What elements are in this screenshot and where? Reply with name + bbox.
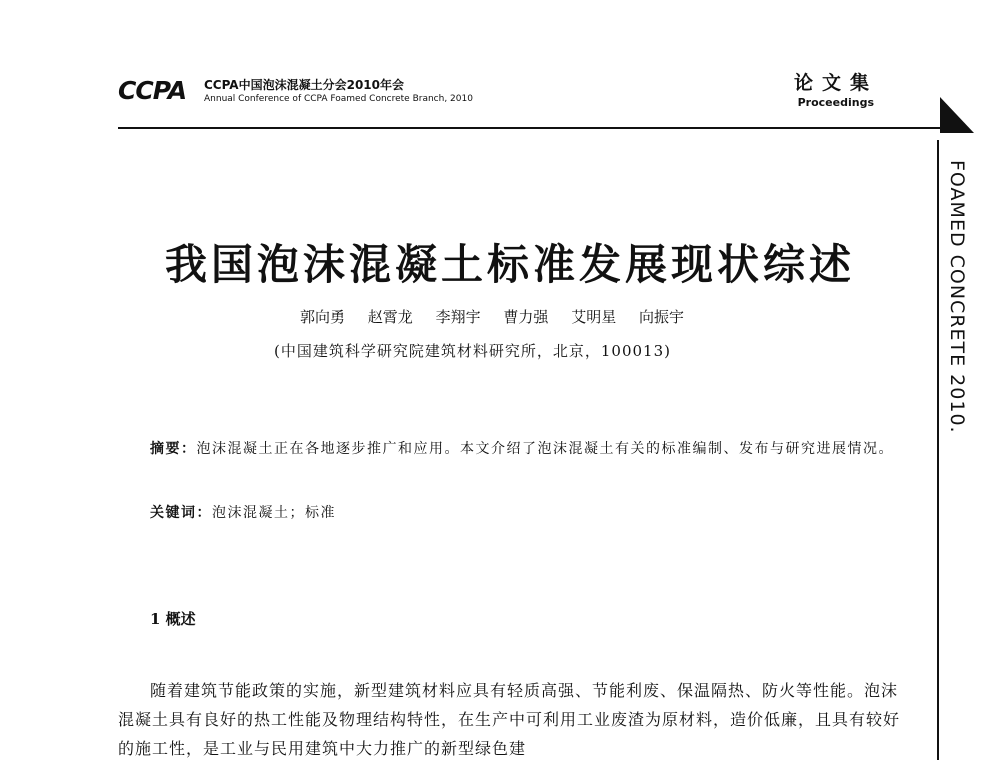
author-list [300, 306, 702, 327]
corner-triangle-marker [940, 97, 974, 133]
paper-title: 我国泡沫混凝土标准发展现状综述 [164, 240, 855, 289]
keywords [150, 502, 336, 522]
author-name: 李翔宇 [435, 308, 481, 326]
proceedings-title-en: Proceedings [797, 96, 874, 109]
author-name: 曹力强 [503, 308, 549, 326]
header-divider [118, 127, 940, 129]
affiliation: (中国建筑科学研究院建筑材料研究所，北京，100013) [274, 342, 671, 360]
section-body: 随着建筑节能政策的实施，新型建筑材料应具有轻质高强、节能利废、保温隔热、防火等性能。泡沫混凝土具有良好的热工性能及物理结构特性，在生产中可利用工业废渣为原材料，造价低廉，且具有较好的施工性，是工业与民用建筑中大力推广的新型绿色建 [118, 681, 901, 758]
section-heading: 1 概述 [150, 610, 196, 628]
author-name: 艾明星 [571, 308, 617, 326]
author-name: 赵霄龙 [367, 308, 413, 326]
conference-title-cn: CCPA中国泡沫混凝土分会2010年会 [204, 78, 404, 92]
ccpa-logo: CCPA [118, 76, 187, 105]
proceedings-title-cn: 论文集 [793, 72, 878, 94]
side-vertical-label: FOAMED CONCRETE 2010. [946, 160, 968, 434]
keywords-label: 关键词： [150, 505, 212, 521]
abstract-text: 泡沫混凝土正在各地逐步推广和应用。本文介绍了泡沫混凝土有关的标准编制、发布与研究进展情况。 [196, 441, 894, 457]
abstract [118, 434, 910, 464]
abstract-label: 摘要： [150, 441, 197, 457]
author-name: 向振宇 [638, 308, 684, 326]
conference-title-en: Annual Conference of CCPA Foamed Concrete Branch, 2010 [204, 94, 473, 104]
side-divider [937, 140, 939, 760]
keywords-text: 泡沫混凝土；标准 [212, 505, 336, 521]
author-name: 郭向勇 [300, 308, 346, 326]
